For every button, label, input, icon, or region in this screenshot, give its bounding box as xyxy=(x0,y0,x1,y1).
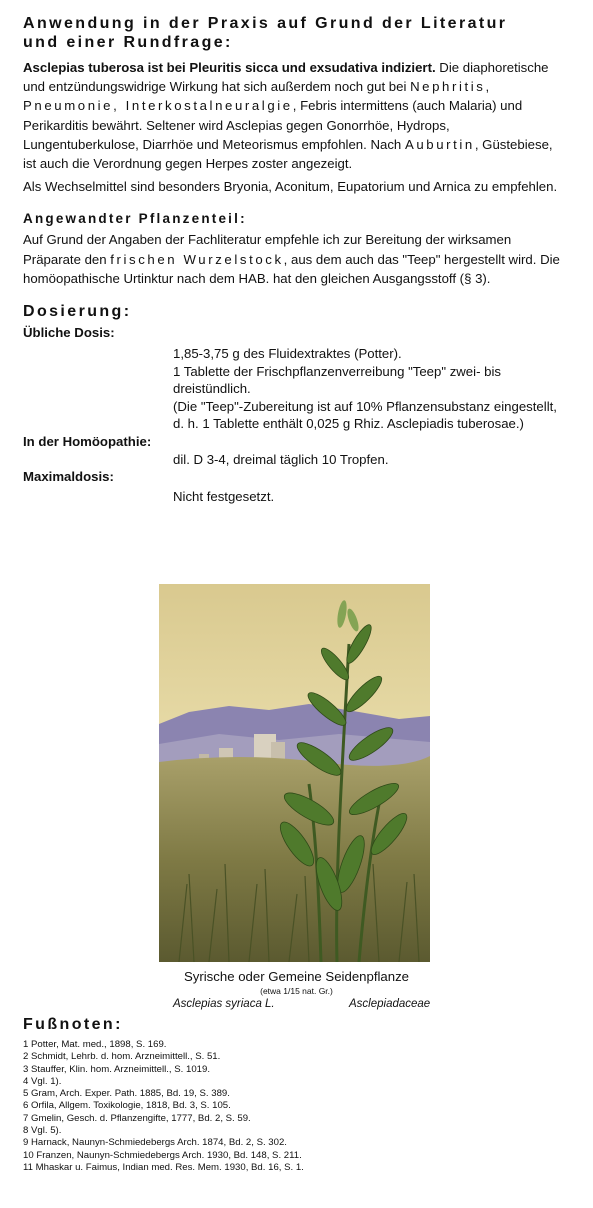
dose-line-1: 1,85-3,75 g des Fluidextraktes (Potter). xyxy=(173,346,402,362)
footnote-item: 9 Harnack, Naunyn-Schmiedebergs Arch. 1874, Bd. 2, S. 302. xyxy=(23,1137,287,1149)
section-title-dosierung: Dosierung: xyxy=(23,303,132,321)
footnotes-section xyxy=(23,1015,568,1174)
praxis-spaced-author: Auburtin xyxy=(404,136,475,152)
praxis-spaced-diseases: Nephritis, Pneumonie, Interkostalneuralgie xyxy=(23,79,492,114)
dose-label-maximal: Maximaldosis: xyxy=(23,469,114,485)
section-title-pflanzenteil: Angewandter Pflanzenteil: xyxy=(23,211,247,227)
praxis-text-c: , Güstebiese, ist auch die Verordnung gegen Herpes zoster angezeigt. xyxy=(23,136,553,172)
praxis-text-a: Die diaphoretische und entzündungswidrige Wirkung hat sich außerdem noch gut bei xyxy=(23,60,549,95)
footnote-item: 5 Gram, Arch. Exper. Path. 1885, Bd. 19, S. 389. xyxy=(23,1088,230,1100)
footnote-item: 8 Vgl. 5). xyxy=(23,1125,62,1137)
section-title-praxis xyxy=(23,14,568,52)
footnote-item: 3 Stauffer, Klin. hom. Arzneimittell., S. 1019. xyxy=(23,1063,210,1075)
dose-value-maximal: Nicht festgesetzt. xyxy=(173,489,275,505)
dose-label-homoeopathie: In der Homöopathie: xyxy=(23,433,152,449)
title-line-1: Anwendung in der Praxis auf Grund der Literatur xyxy=(23,15,508,32)
pflanzenteil-text-a: Auf Grund der Angaben der Fachliteratur empfehle ich zur Bereitung der wirksamen Präparate den xyxy=(23,232,512,267)
document-page xyxy=(23,14,568,506)
wechselmittel-paragraph: Als Wechselmittel sind besonders Bryonia, Aconitum, Eupatorium und Arnica zu empfehlen. xyxy=(23,179,558,195)
footnote-item: 2 Schmidt, Lehrb. d. hom. Arzneimittell., S. 51. xyxy=(23,1051,221,1063)
pflanzenteil-spaced: frischen Wurzelstock xyxy=(110,251,284,267)
figure-caption-family: Asclepiadaceae xyxy=(349,998,431,1010)
plant-illustration xyxy=(159,584,430,962)
footnote-item: 6 Orfila, Allgem. Toxikologie, 1818, Bd. 3, S. 105. xyxy=(23,1100,231,1112)
pflanzenteil-paragraph xyxy=(23,230,568,288)
footnote-item: 1 Potter, Mat. med., 1898, S. 169. xyxy=(23,1039,167,1050)
figure-caption-scale: (etwa 1/15 nat. Gr.) xyxy=(260,986,333,996)
title-line-2: und einer Rundfrage: xyxy=(23,34,233,51)
praxis-paragraph xyxy=(23,58,568,173)
praxis-text-b: , Febris intermittens (auch Malaria) und Perikarditis bewährt. Seltener wird Asclepias gegen Gonorrhöe, Hydrops, Lungentuberkulose, Diarrhöe und Meteorismus empfohlen. Nach xyxy=(23,98,523,152)
footnote-item: 11 Mhaskar u. Faimus, Indian med. Res. Mem. 1930, Bd. 16, S. 1. xyxy=(23,1161,304,1173)
indication-statement: Asclepias tuberosa ist bei Pleuritis sicca und exsudativa indiziert. xyxy=(23,60,436,75)
dose-line-2: 1 Tablette der Frischpflanzenverreibung "Teep" zwei- bis dreistündlich. xyxy=(173,363,501,397)
figure-caption-latin: Asclepias syriaca L. xyxy=(173,998,275,1010)
footnote-item: 10 Franzen, Naunyn-Schmiedebergs Arch. 1930, Bd. 148, S. 211. xyxy=(23,1149,302,1161)
dose-value-ubliche xyxy=(173,345,568,433)
footnote-item: 4 Vgl. 1). xyxy=(23,1075,62,1087)
dose-value-homoeopathie: dil. D 3-4, dreimal täglich 10 Tropfen. xyxy=(173,451,389,467)
footnote-list xyxy=(23,1039,568,1174)
footnote-item: 7 Gmelin, Gesch. d. Pflanzengifte, 1777, Bd. 2, S. 59. xyxy=(23,1112,251,1124)
footnotes-title: Fußnoten: xyxy=(23,1016,123,1033)
figure-caption-title: Syrische oder Gemeine Seidenpflanze xyxy=(183,969,410,984)
pflanzenteil-text-b: , aus dem auch das "Teep" hergestellt wird. Die homöopathische Urtinktur nach dem HAB. hat den gleichen Ausgangsstoff (§ 3). xyxy=(23,251,560,286)
dose-line-3: (Die "Teep"-Zubereitung ist auf 10% Pflanzensubstanz eingestellt, d. h. 1 Tablette enthält 0,025 g Rhiz. Asclepiadis tuberosae.) xyxy=(173,398,557,432)
dose-label-ubliche: Übliche Dosis: xyxy=(23,325,115,341)
